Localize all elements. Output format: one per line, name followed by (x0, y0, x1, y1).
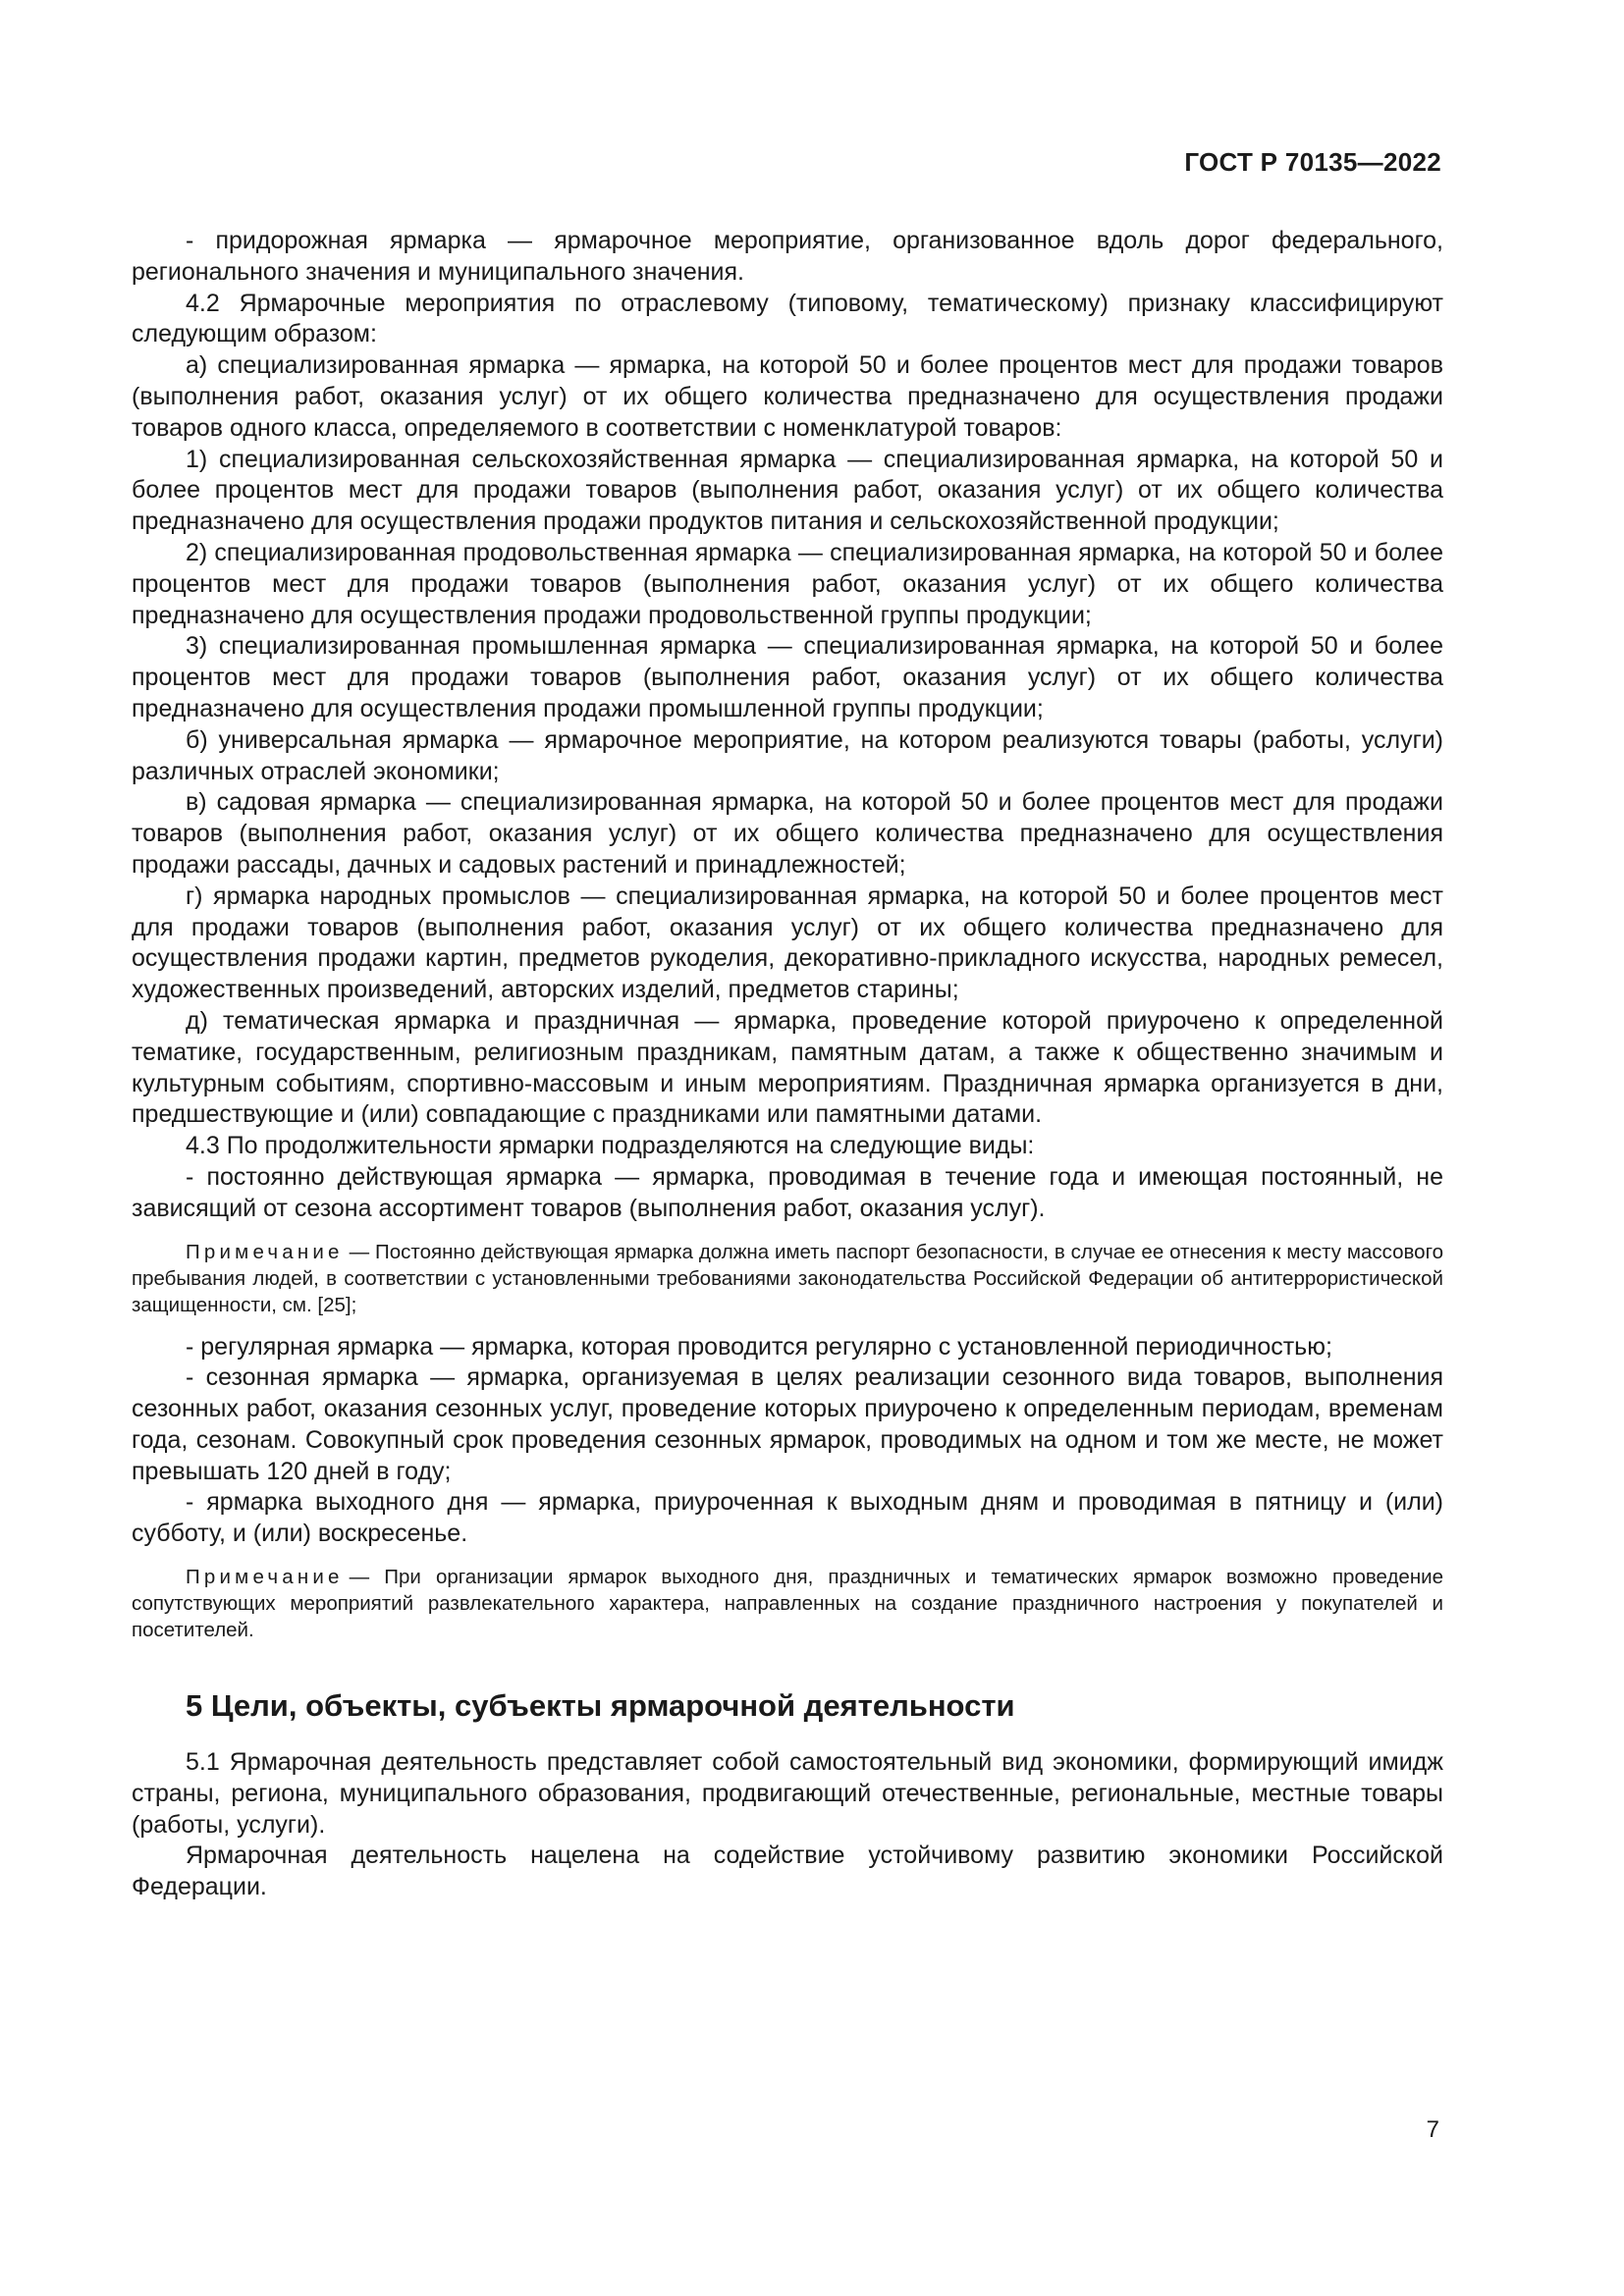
paragraph-weekend-fair: - ярмарка выходного дня — ярмарка, приуроченная к выходным дням и проводимая в пятницу и (или) субботу, и (или) воскресенье. (132, 1488, 1443, 1548)
page-content (132, 226, 1443, 1903)
paragraph-thematic-fair: д) тематическая ярмарка и праздничная — ярмарка, проведение которой приурочено к определенной тематике, государственным, религиозным праздникам, памятным датам, а также к общественно значимым и культурным событиям, спортивно-массовым и иным мероприятиям. Праздничная ярмарка организуется в дни, предшествующие и (или) совпадающие с праздниками или памятными датами. (132, 1006, 1443, 1129)
section-5-heading: 5 Цели, объекты, субъекты ярмарочной деятельности (186, 1688, 1015, 1724)
paragraph-roadside-fair: - придорожная ярмарка — ярмарочное мероприятие, организованное вдоль дорог федерального, регионального значения и муниципального значения. (132, 227, 1443, 286)
paragraph-agricultural-fair: 1) специализированная сельскохозяйственная ярмарка — специализированная ярмарка, на которой 50 и более процентов мест для продажи товаров (выполнения работ, оказания услуг) от их общего количества предназначено для осуществления продажи продуктов питания и сельскохозяйственной продукции; (132, 445, 1443, 536)
paragraph-permanent-fair: - постоянно действующая ярмарка — ярмарка, проводимая в течение года и имеющая постоянный, не зависящий от сезона ассортимент товаров (выполнения работ, оказания услуг). (132, 1162, 1443, 1222)
note-text: — Постоянно действующая ярмарка должна иметь паспорт безопасности, в случае ее отнесения к месту массового пребывания людей, в соответствии с установленными требованиями законодательства Российской Федерации об антитеррористической защищенности, см. [25]; (132, 1240, 1443, 1316)
note-permanent-fair (132, 1239, 1443, 1318)
paragraph-fair-goal: Ярмарочная деятельность нацелена на содействие устойчивому развитию экономики Российской Федерации. (132, 1842, 1443, 1901)
paragraph-specialized-fair: а) специализированная ярмарка — ярмарка, на которой 50 и более процентов мест для продажи товаров (выполнения работ, оказания услуг) от их общего количества предназначено для осуществления продажи товаров одного класса, определяемого в соответствии с номенклатурой товаров: (132, 351, 1443, 442)
paragraph-folk-crafts-fair: г) ярмарка народных промыслов — специализированная ярмарка, на которой 50 и более процентов мест для продажи товаров (выполнения работ, оказания услуг) от их общего количества предназначено для осуществления продажи картин, предметов рукоделия, декоративно-прикладного искусства, народных ремесел, художественных произведений, авторских изделий, предметов старины; (132, 881, 1443, 1004)
page-number: 7 (1426, 2116, 1439, 2143)
paragraph-4-2: 4.2 Ярмарочные мероприятия по отраслевому (типовому, тематическому) признаку классифицируют следующим образом: (132, 289, 1443, 348)
note-label: Примечание (186, 1566, 344, 1589)
paragraph-universal-fair: б) универсальная ярмарка — ярмарочное мероприятие, на котором реализуются товары (работы, услуги) различных отраслей экономики; (132, 725, 1443, 785)
paragraph-food-fair: 2) специализированная продовольственная ярмарка — специализированная ярмарка, на которой 50 и более процентов мест для продажи товаров (выполнения работ, оказания услуг) от их общего количества предназначено для осуществления продажи продовольственной группы продукции; (132, 538, 1443, 629)
paragraph-garden-fair: в) садовая ярмарка — специализированная ярмарка, на которой 50 и более процентов мест для продажи товаров (выполнения работ, оказания услуг) от их общего количества предназначено для осуществления продажи рассады, дачных и садовых растений и принадлежностей; (132, 788, 1443, 879)
note-label: Примечание (186, 1240, 344, 1263)
document-code-header: ГОСТ Р 70135—2022 (1184, 147, 1441, 177)
paragraph-seasonal-fair: - сезонная ярмарка — ярмарка, организуемая в целях реализации сезонного вида товаров, выполнения сезонных работ, оказания сезонных услуг, проведение которых приурочено к определенным периодам, временам года, сезонам. Совокупный срок проведения сезонных ярмарок, проводимых на одном и том же месте, не может превышать 120 дней в году; (132, 1363, 1443, 1485)
paragraph-industrial-fair: 3) специализированная промышленная ярмарка — специализированная ярмарка, на которой 50 и более процентов мест для продажи товаров (выполнения работ, оказания услуг) от их общего количества предназначено для осуществления продажи промышленной группы продукции; (132, 632, 1443, 722)
paragraph-regular-fair: - регулярная ярмарка — ярмарка, которая проводится регулярно с установленной периодичностью; (186, 1332, 1332, 1361)
paragraph-5-1: 5.1 Ярмарочная деятельность представляет собой самостоятельный вид экономики, формирующий имидж страны, региона, муниципального образования, продвигающий отечественные, региональные, местные товары (работы, услуги). (132, 1748, 1443, 1839)
note-weekend-fair (132, 1564, 1443, 1643)
paragraph-4-3: 4.3 По продолжительности ярмарки подразделяются на следующие виды: (186, 1132, 1035, 1160)
note-text: — При организации ярмарок выходного дня, праздничных и тематических ярмарок возможно проведение сопутствующих мероприятий развлекательного характера, направленных на создание праздничного настроения у покупателей и посетителей. (132, 1566, 1443, 1642)
